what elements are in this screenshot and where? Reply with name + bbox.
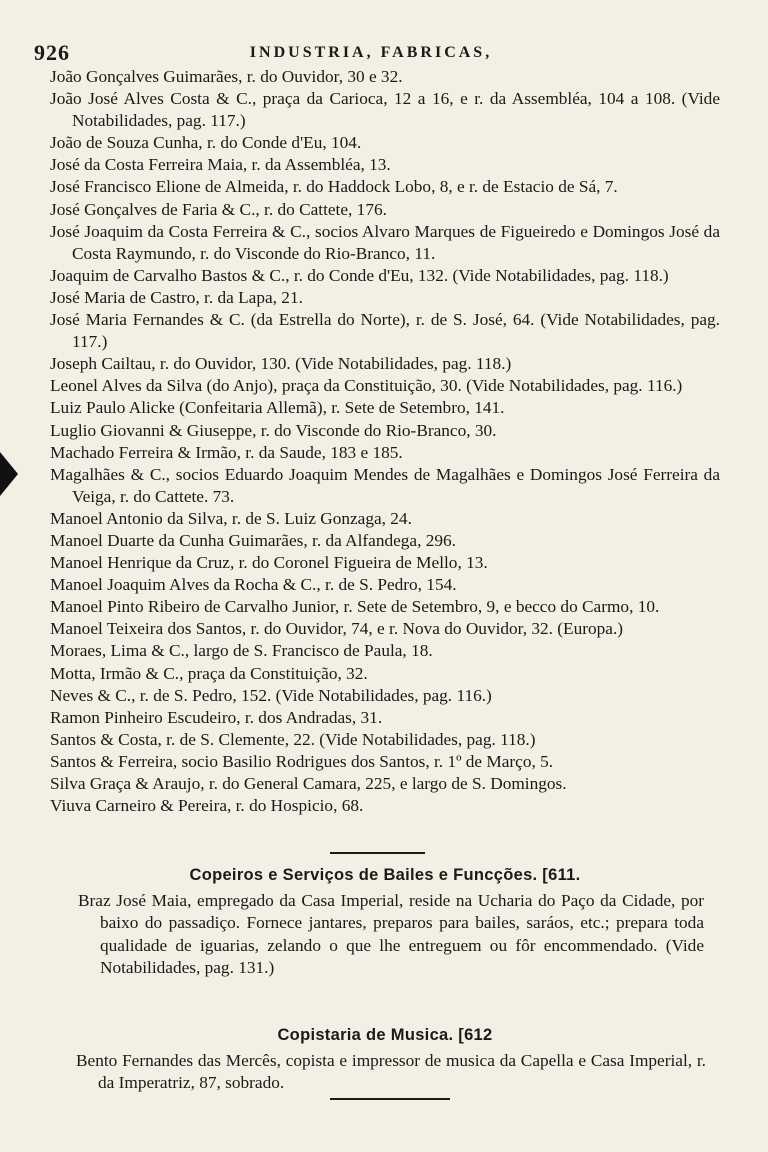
list-item: Machado Ferreira & Irmão, r. da Saude, 183 e 185. xyxy=(50,442,403,462)
page-number: 926 xyxy=(34,40,70,65)
list-item: Manoel Henrique da Cruz, r. do Coronel Figueira de Mello, 13. xyxy=(50,553,488,573)
section-divider xyxy=(330,852,425,854)
paragraph: Braz José Maia, empregado da Casa Imperial, reside na Ucharia do Paço da Cidade, por baixo do passadiço. Fornece jantares, preparos para bailes, saráos, etc.; prepara toda qualidade de iguarias, zelando o que lhe entreguem ou fôr encommendado. (Vide Notabilidades, pag. 131.) xyxy=(78,891,704,978)
list-item: Silva Graça & Araujo, r. do General Camara, 225, e largo de S. Domingos. xyxy=(50,774,567,793)
page-header xyxy=(34,40,708,66)
list-item: Luiz Paulo Alicke (Confeitaria Allemã), r. Sete de Setembro, 141. xyxy=(50,398,505,418)
list-item: Manoel Pinto Ribeiro de Carvalho Junior, r. Sete de Setembro, 9, e becco do Carmo, 10. xyxy=(50,597,660,617)
list-item: Manoel Duarte da Cunha Guimarães, r. da Alfandega, 296. xyxy=(50,530,456,550)
list-item: Viuva Carneiro & Pereira, r. do Hospicio, 68. xyxy=(50,796,364,816)
list-item: Santos & Ferreira, socio Basilio Rodrigues dos Santos, r. 1º de Março, 5. xyxy=(50,751,554,771)
section-body-copeiros xyxy=(78,890,704,980)
list-item: João Gonçalves Guimarães, r. do Ouvidor, 30 e 32. xyxy=(50,67,403,86)
list-item: Joseph Cailtau, r. do Ouvidor, 130. (Vide Notabilidades, pag. 118.) xyxy=(50,354,512,374)
paragraph: Bento Fernandes das Mercês, copista e impressor de musica da Capella e Casa Imperial, r. da Imperatriz, 87, sobrado. xyxy=(76,1051,706,1093)
list-item: José Gonçalves de Faria & C., r. do Cattete, 176. xyxy=(50,199,387,219)
list-item: Manoel Joaquim Alves da Rocha & C., r. de S. Pedro, 154. xyxy=(50,575,457,595)
list-item: João José Alves Costa & C., praça da Carioca, 12 a 16, e r. da Assembléa, 104 a 108. (Vide Notabilidades, pag. 117.) xyxy=(50,89,720,131)
page-edge-mark xyxy=(0,452,18,496)
list-item: Joaquim de Carvalho Bastos & C., r. do Conde d'Eu, 132. (Vide Notabilidades, pag. 118.) xyxy=(50,265,669,285)
list-item: Magalhães & C., socios Eduardo Joaquim Mendes de Magalhães e Domingos José Ferreira da Veiga, r. do Cattete. 73. xyxy=(50,464,720,506)
list-item: Santos & Costa, r. de S. Clemente, 22. (Vide Notabilidades, pag. 118.) xyxy=(50,729,536,749)
end-divider xyxy=(330,1098,450,1100)
list-item: José Maria Fernandes & C. (da Estrella do Norte), r. de S. José, 64. (Vide Notabilidades, pag. 117.) xyxy=(50,310,720,352)
list-item: José Joaquim da Costa Ferreira & C., socios Alvaro Marques de Figueiredo e Domingos José da Costa Raymundo, r. do Visconde do Rio-Branco, 11. xyxy=(50,221,720,263)
section-heading-copeiros: Copeiros e Serviços de Bailes e Funcções. [611. xyxy=(189,866,581,884)
section-body-copistaria xyxy=(76,1050,706,1095)
list-item: Manoel Antonio da Silva, r. de S. Luiz Gonzaga, 24. xyxy=(50,508,412,528)
list-item: Motta, Irmão & C., praça da Constituição, 32. xyxy=(50,663,368,683)
list-item: Manoel Teixeira dos Santos, r. do Ouvidor, 74, e r. Nova do Ouvidor, 32. (Europa.) xyxy=(50,619,624,639)
list-item: João de Souza Cunha, r. do Conde d'Eu, 104. xyxy=(50,133,362,153)
list-item: Neves & C., r. de S. Pedro, 152. (Vide Notabilidades, pag. 116.) xyxy=(50,685,492,705)
list-item: Moraes, Lima & C., largo de S. Francisco de Paula, 18. xyxy=(50,641,433,661)
list-item: José Maria de Castro, r. da Lapa, 21. xyxy=(50,287,303,307)
running-title: INDUSTRIA, FABRICAS, xyxy=(249,44,493,61)
directory-list xyxy=(50,66,720,817)
list-item: José Francisco Elione de Almeida, r. do Haddock Lobo, 8, e r. de Estacio de Sá, 7. xyxy=(50,177,618,197)
list-item: Ramon Pinheiro Escudeiro, r. dos Andradas, 31. xyxy=(50,707,383,727)
section-heading-copistaria: Copistaria de Musica. [612 xyxy=(277,1026,493,1044)
list-item: Leonel Alves da Silva (do Anjo), praça da Constituição, 30. (Vide Notabilidades, pag. 116.) xyxy=(50,376,683,396)
list-item: Luglio Giovanni & Giuseppe, r. do Visconde do Rio-Branco, 30. xyxy=(50,420,497,440)
list-item: José da Costa Ferreira Maia, r. da Assembléa, 13. xyxy=(50,155,391,175)
